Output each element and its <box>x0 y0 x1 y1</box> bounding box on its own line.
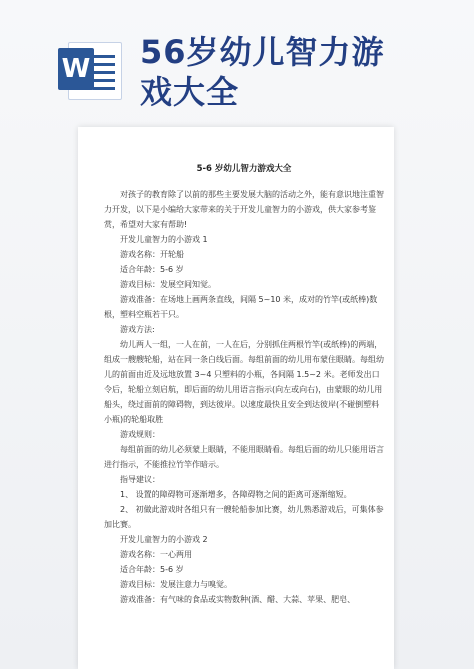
paragraph: 适合年龄：5-6 岁 <box>120 265 184 274</box>
title-line-1: 56岁幼儿智力游 <box>140 33 385 71</box>
paragraph: 游戏规则： <box>120 430 160 439</box>
paragraph: 游戏目标：发展注意力与嗅觉。 <box>120 580 232 589</box>
paragraph: 每组前面的幼儿必须蒙上眼睛，不能用眼睛看。每组后面的幼儿只能用语言进行指示，不能推拉竹竿作暗示。 <box>104 445 384 469</box>
paragraph: 适合年龄：5-6 岁 <box>120 565 184 574</box>
header-banner <box>0 0 474 120</box>
document-page <box>104 162 384 607</box>
paragraph: 游戏名称：开轮船 <box>120 250 184 259</box>
word-doc-icon <box>58 36 124 102</box>
paragraph: 对孩子的教育除了以前的那些主要发展大脑的活动之外，能有意识地注重智力开发，以下是小编给大家带来的关于开发儿童智力的小游戏，供大家参考鉴赏，希望对大家有帮助! <box>104 190 384 229</box>
document-title: 5-6 岁幼儿智力游戏大全 <box>196 164 292 174</box>
paragraph: 开发儿童智力的小游戏 1 <box>120 235 208 244</box>
paragraph: 2、 初做此游戏时各组只有一艘轮船参加比赛，幼儿熟悉游戏后，可集体参加比赛。 <box>104 505 384 529</box>
paragraph: 1、 设置的障碍物可逐渐增多，各障碍物之间的距离可逐渐缩短。 <box>120 490 352 499</box>
word-badge: W <box>58 48 94 90</box>
page-title <box>140 32 460 112</box>
paragraph: 游戏目标：发展空间知觉。 <box>120 280 216 289</box>
paragraph: 指导建议： <box>120 475 160 484</box>
paragraph: 游戏准备：在场地上画两条直线，间隔 5~10 米，成对的竹竿(或纸棒)数根，塑料空瓶若干只。 <box>104 295 378 319</box>
paragraph: 游戏方法: <box>120 325 155 334</box>
paragraph: 开发儿童智力的小游戏 2 <box>120 535 208 544</box>
paragraph: 游戏准备：有气味的食品或实物数种(酒、醋、大蒜、苹果、肥皂、 <box>120 595 356 604</box>
title-line-2: 戏大全 <box>140 73 240 111</box>
paragraph: 游戏名称：一心两用 <box>120 550 192 559</box>
paragraph: 幼儿两人一组，一人在前，一人在后，分别抓住两根竹竿(或纸棒)的两端，组成一艘艘轮船，站在同一条白线后面。每组前面的幼儿用布蒙住眼睛。每组幼儿的前面由近及远地放置 3~4 只塑料的小瓶，各间隔 1.5~2 米。老师发出口令后，轮船立刻启航，即后面的幼儿用语言指示(向左或向右)，由蒙眼的幼儿用船头，绕过面前的障碍物，到达彼岸。以速度最快且安全到达彼岸(不碰倒塑料小瓶)的轮船取胜 <box>104 340 384 424</box>
